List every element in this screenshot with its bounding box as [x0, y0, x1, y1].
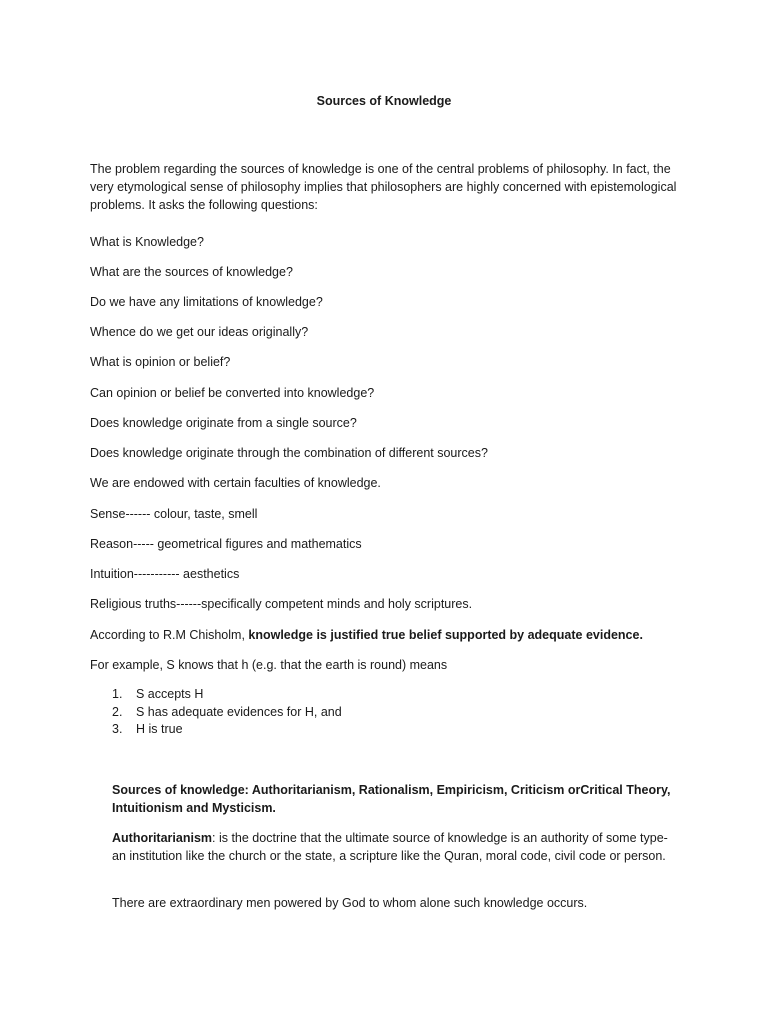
conditions-list [112, 686, 342, 739]
list-number: 3. [112, 722, 123, 736]
sources-heading: Sources of knowledge: Authoritarianism, Rationalism, Empiricism, Criticism orCritical Theory, Intuitionism and Mysticism. [112, 783, 671, 815]
faculties-intro: We are endowed with certain faculties of knowledge. [90, 476, 381, 490]
list-number: 1. [112, 687, 123, 701]
question-line: What are the sources of knowledge? [90, 265, 293, 279]
faculty-line: Sense------ colour, taste, smell [90, 507, 258, 521]
list-text: S has adequate evidences for H, and [136, 704, 342, 719]
question-line: Can opinion or belief be converted into knowledge? [90, 386, 375, 400]
list-item [112, 704, 342, 722]
chisholm-definition [90, 626, 690, 644]
list-item [112, 686, 342, 704]
chisholm-prefix: According to R.M Chisholm, [90, 628, 249, 642]
authoritarianism-definition: : is the doctrine that the ultimate source of knowledge is an authority of some type-an institution like the church or the state, a scripture like the Quran, moral code, civil code or person. [112, 831, 668, 863]
chisholm-bold-definition: knowledge is justified true belief supported by adequate evidence. [248, 628, 643, 642]
authoritarianism-term: Authoritarianism [112, 831, 213, 845]
question-line: Whence do we get our ideas originally? [90, 325, 309, 339]
list-text: S accepts H [136, 687, 204, 701]
question-line: Does knowledge originate from a single source? [90, 416, 357, 430]
list-text: H is true [136, 722, 183, 736]
page-title: Sources of Knowledge [316, 94, 452, 108]
question-line: What is Knowledge? [90, 235, 204, 249]
example-line: For example, S knows that h (e.g. that the earth is round) means [90, 658, 448, 672]
list-number: 2. [112, 704, 123, 719]
question-line: What is opinion or belief? [90, 355, 231, 369]
faculty-line: Intuition----------- aesthetics [90, 567, 240, 581]
question-line: Do we have any limitations of knowledge? [90, 295, 323, 309]
intro-paragraph: The problem regarding the sources of knowledge is one of the central problems of philosophy. In fact, the very etymological sense of philosophy implies that philosophers are highly concerned with epistemological problems. It asks the following questions: [90, 162, 677, 212]
faculty-line: Religious truths------specifically competent minds and holy scriptures. [90, 597, 473, 611]
list-item [112, 721, 342, 739]
question-line: Does knowledge originate through the combination of different sources? [90, 446, 488, 460]
faculty-line: Reason----- geometrical figures and mathematics [90, 537, 362, 551]
extraordinary-paragraph: There are extraordinary men powered by God to whom alone such knowledge occurs. [112, 896, 588, 910]
authoritarianism-paragraph [112, 829, 672, 865]
